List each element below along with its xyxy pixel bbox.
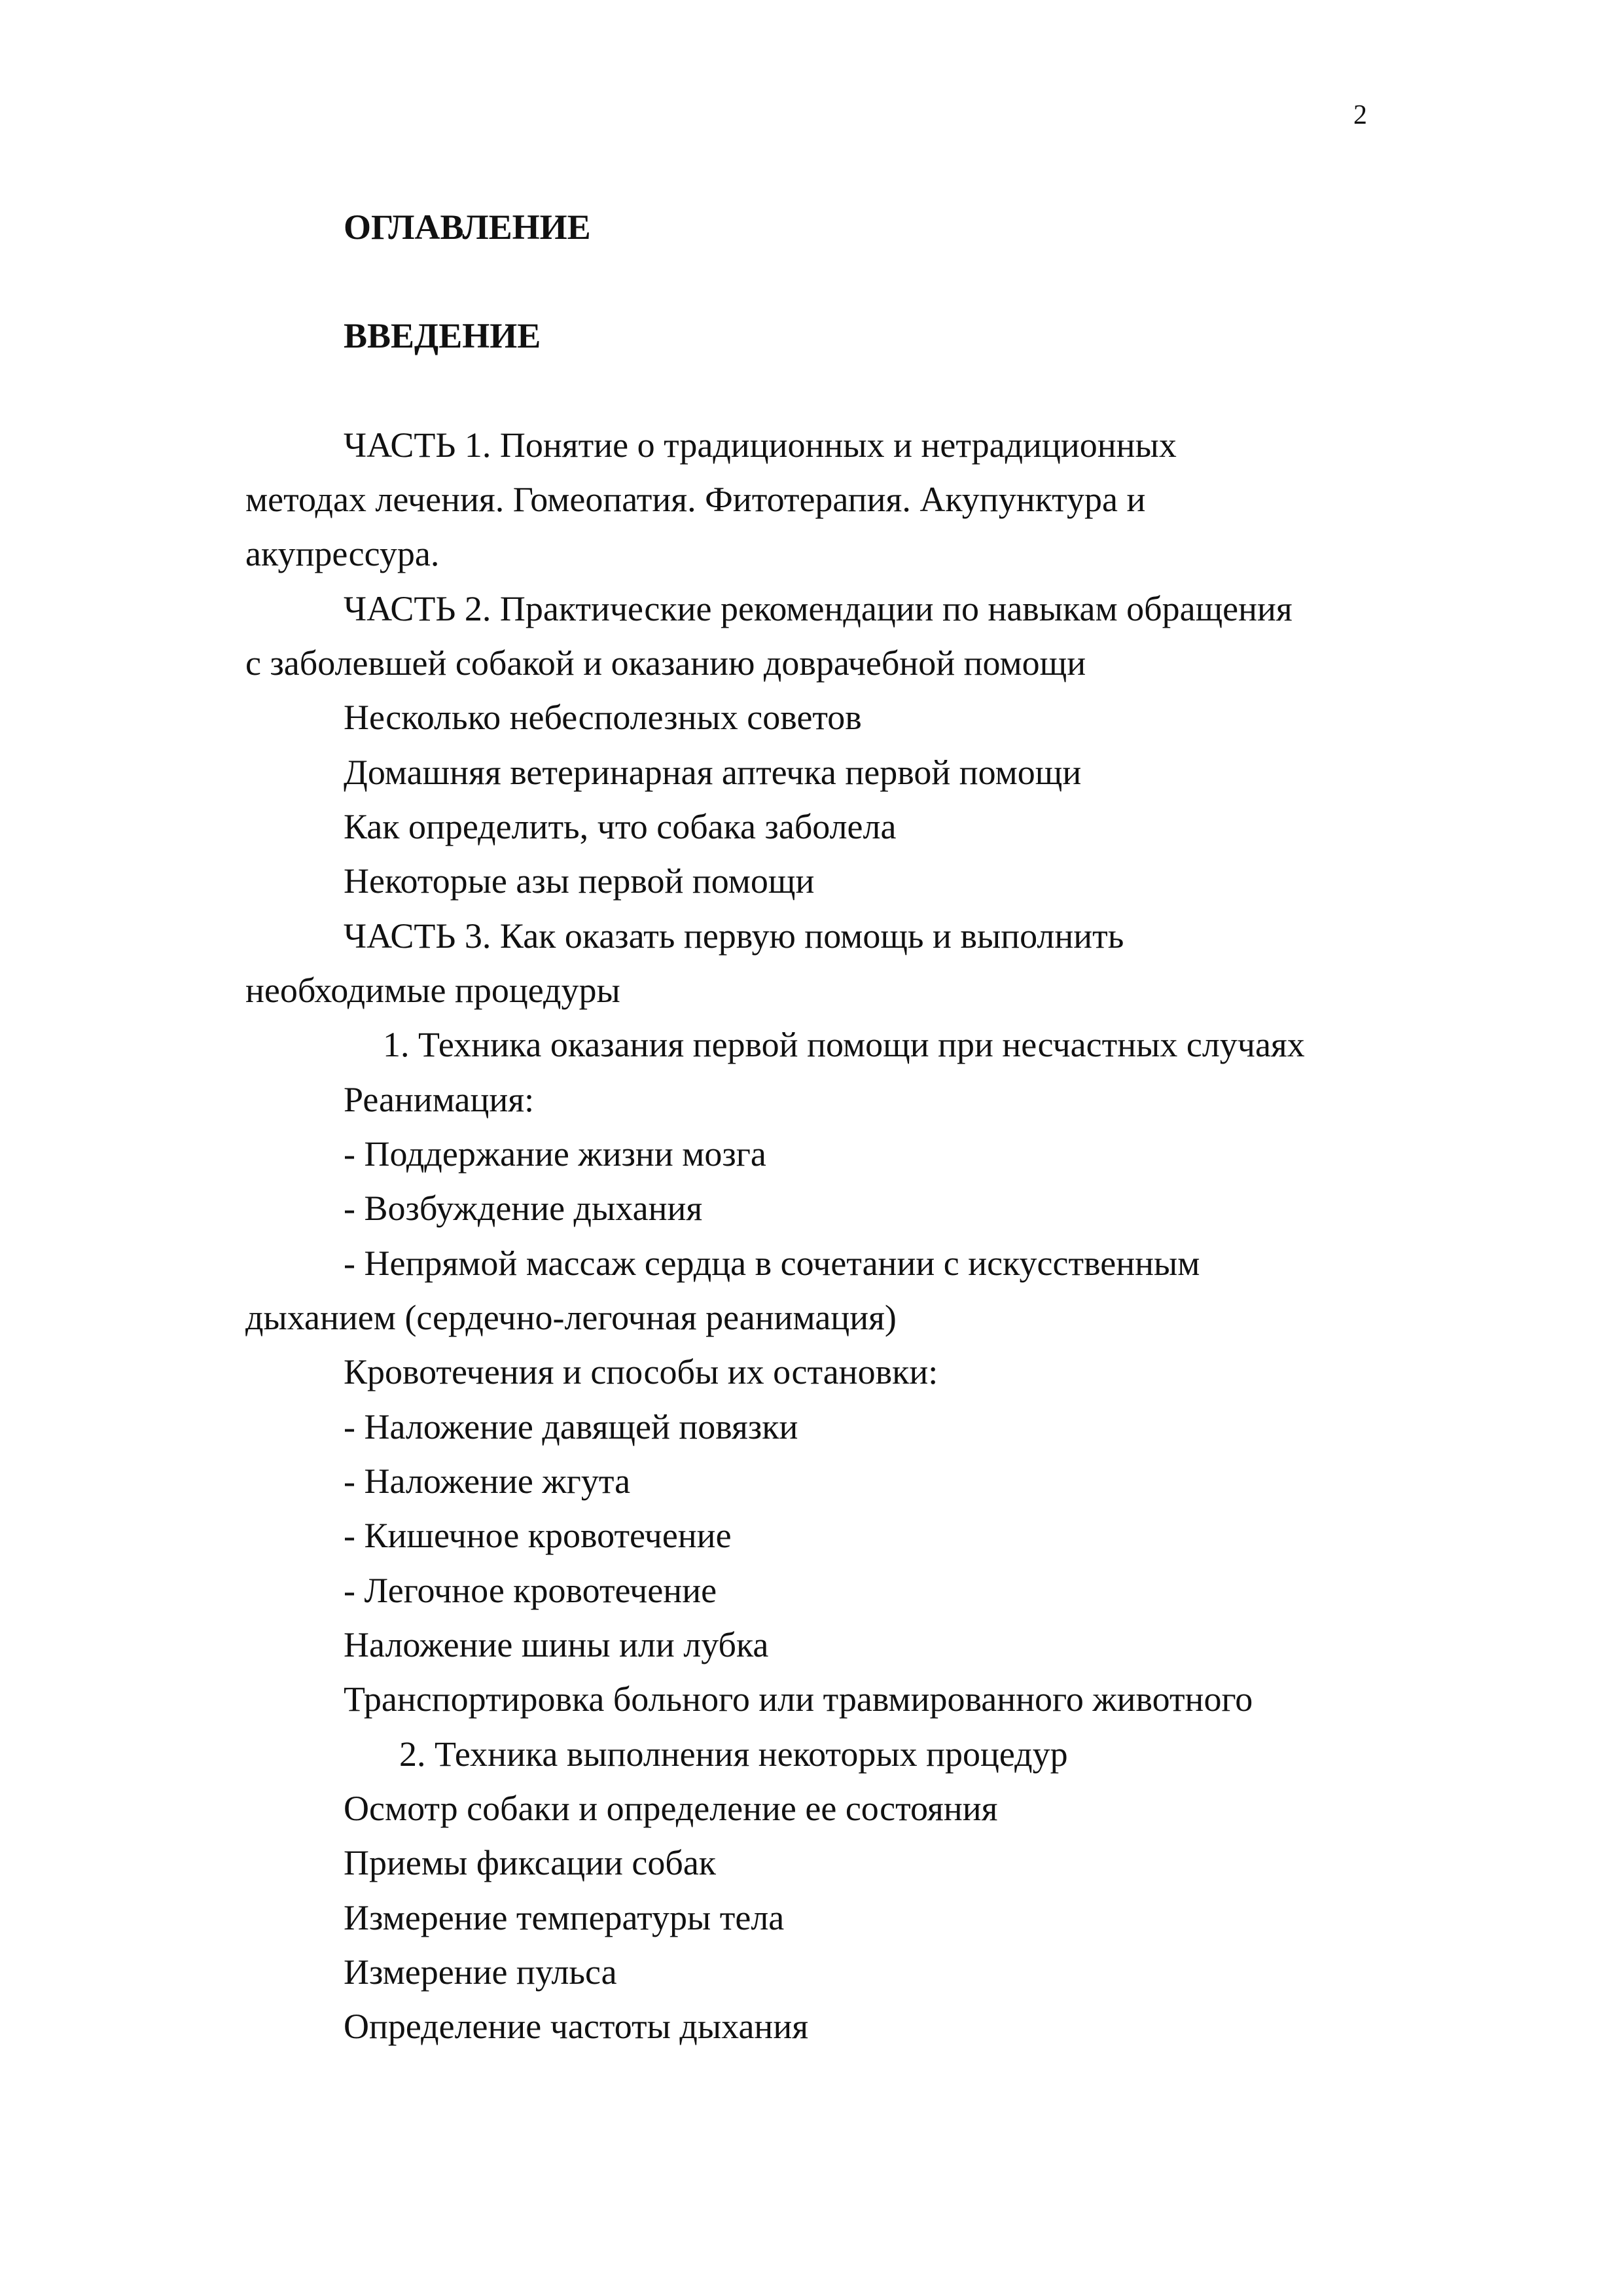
toc-entry: Измерение пульса <box>344 1952 617 1992</box>
toc-entry: Осмотр собаки и определение ее состояния <box>344 1789 998 1828</box>
toc-entry: Определение частоты дыхания <box>344 2007 809 2046</box>
toc-entry: Измерение температуры тела <box>344 1898 785 1937</box>
toc-entry: 2. Техника выполнения некоторых процедур <box>399 1734 1068 1774</box>
toc-entry: Реанимация: <box>344 1080 535 1119</box>
toc-entry: ЧАСТЬ 3. Как оказать первую помощь и выполнить <box>344 916 1124 956</box>
toc-entry: - Легочное кровотечение <box>344 1571 717 1610</box>
toc-entry: ЧАСТЬ 2. Практические рекомендации по навыкам обращения <box>344 589 1293 628</box>
toc-entry: 1. Техника оказания первой помощи при несчастных случаях <box>383 1025 1305 1064</box>
toc-entry: ЧАСТЬ 1. Понятие о традиционных и нетрадиционных <box>344 425 1177 465</box>
toc-entry: Домашняя ветеринарная аптечка первой помощи <box>344 753 1082 792</box>
toc-entry: акупрессура. <box>245 534 440 573</box>
toc-entry: дыханием (сердечно-легочная реанимация) <box>245 1298 897 1337</box>
toc-entry: - Возбуждение дыхания <box>344 1189 703 1228</box>
toc-entry: - Кишечное кровотечение <box>344 1516 732 1555</box>
toc-entry: Несколько небесполезных советов <box>344 698 862 737</box>
toc-entry: Приемы фиксации собак <box>344 1843 717 1882</box>
toc-entry: методах лечения. Гомеопатия. Фитотерапия. Акупунктура и <box>245 480 1146 519</box>
toc-entry: с заболевшей собакой и оказанию доврачебной помощи <box>245 643 1086 683</box>
toc-entry: - Наложение жгута <box>344 1462 631 1501</box>
toc-title: ОГЛАВЛЕНИЕ <box>344 207 591 247</box>
toc-entry: Некоторые азы первой помощи <box>344 861 815 901</box>
toc-entry: - Поддержание жизни мозга <box>344 1134 766 1174</box>
toc-introduction: ВВЕДЕНИЕ <box>344 316 541 355</box>
toc-entry: - Наложение давящей повязки <box>344 1407 798 1446</box>
toc-entry: Наложение шины или лубка <box>344 1625 769 1664</box>
toc-entry: необходимые процедуры <box>245 971 620 1010</box>
toc-entry: Как определить, что собака заболела <box>344 807 897 846</box>
toc-entry: - Непрямой массаж сердца в сочетании с искусственным <box>344 1244 1200 1283</box>
toc-entry: Кровотечения и способы их остановки: <box>344 1352 938 1391</box>
page-number: 2 <box>1353 100 1367 130</box>
toc-entry: Транспортировка больного или травмированного животного <box>344 1679 1253 1719</box>
